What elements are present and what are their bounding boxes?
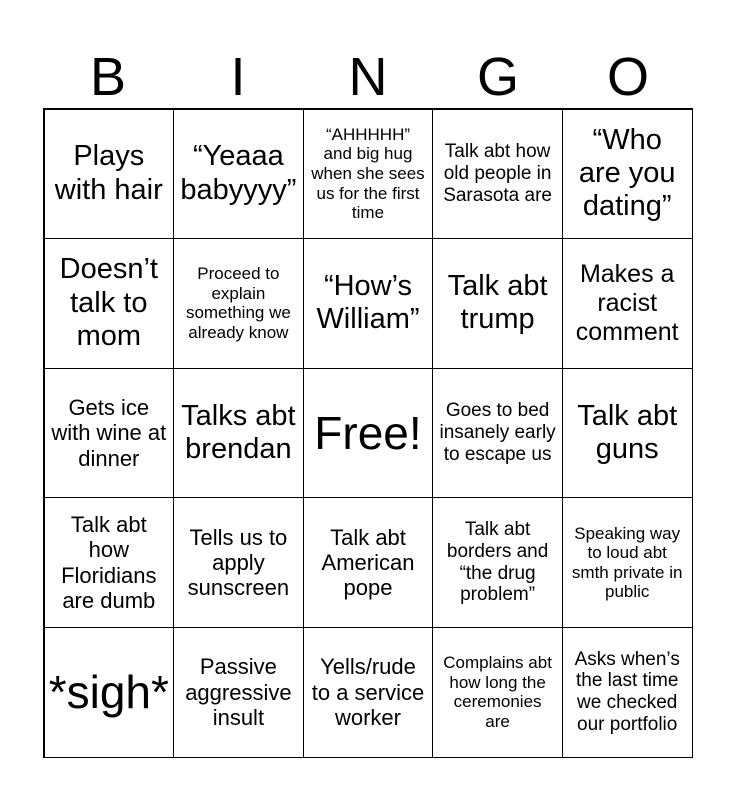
free-space-cell[interactable]: Free! [303, 368, 434, 499]
bingo-cell[interactable]: Complains abt how long the ceremonies are [432, 627, 563, 758]
bingo-cell[interactable]: Yells/rude to a service worker [303, 627, 434, 758]
bingo-cell[interactable]: “How’s William” [303, 238, 434, 369]
bingo-cell[interactable]: Talk abt borders and “the drug problem” [432, 497, 563, 628]
header-letter-i: I [230, 47, 246, 107]
bingo-cell[interactable]: Talks abt brendan [173, 368, 304, 499]
bingo-cell[interactable]: Plays with hair [44, 109, 175, 240]
header-letter-o: O [606, 47, 649, 107]
header-letter-n: N [348, 47, 388, 107]
bingo-cell[interactable]: Doesn’t talk to mom [44, 238, 175, 369]
bingo-cell[interactable]: “AHHHHH” and big hug when she sees us for the first time [303, 109, 434, 240]
bingo-header [43, 46, 693, 108]
bingo-cell[interactable]: Talk abt trump [432, 238, 563, 369]
header-letter-b: B [89, 47, 127, 107]
bingo-cell[interactable]: Gets ice with wine at dinner [44, 368, 175, 499]
bingo-cell[interactable]: Goes to bed insanely early to escape us [432, 368, 563, 499]
bingo-cell[interactable]: Passive aggressive insult [173, 627, 304, 758]
bingo-cell[interactable]: “Yeaaa babyyyy” [173, 109, 304, 240]
bingo-card [43, 108, 693, 758]
bingo-cell[interactable]: Talk abt how Floridians are dumb [44, 497, 175, 628]
bingo-cell[interactable]: Makes a racist comment [562, 238, 693, 369]
bingo-cell[interactable]: Proceed to explain something we already know [173, 238, 304, 369]
bingo-cell[interactable]: *sigh* [44, 627, 175, 758]
bingo-cell[interactable]: Talk abt how old people in Sarasota are [432, 109, 563, 240]
bingo-cell[interactable]: “Who are you dating” [562, 109, 693, 240]
bingo-cell[interactable]: Tells us to apply sunscreen [173, 497, 304, 628]
bingo-cell[interactable]: Talk abt American pope [303, 497, 434, 628]
bingo-cell[interactable]: Asks when’s the last time we checked our portfolio [562, 627, 693, 758]
bingo-cell[interactable]: Speaking way to loud abt smth private in public [562, 497, 693, 628]
bingo-cell[interactable]: Talk abt guns [562, 368, 693, 499]
header-letter-g: G [476, 47, 519, 107]
